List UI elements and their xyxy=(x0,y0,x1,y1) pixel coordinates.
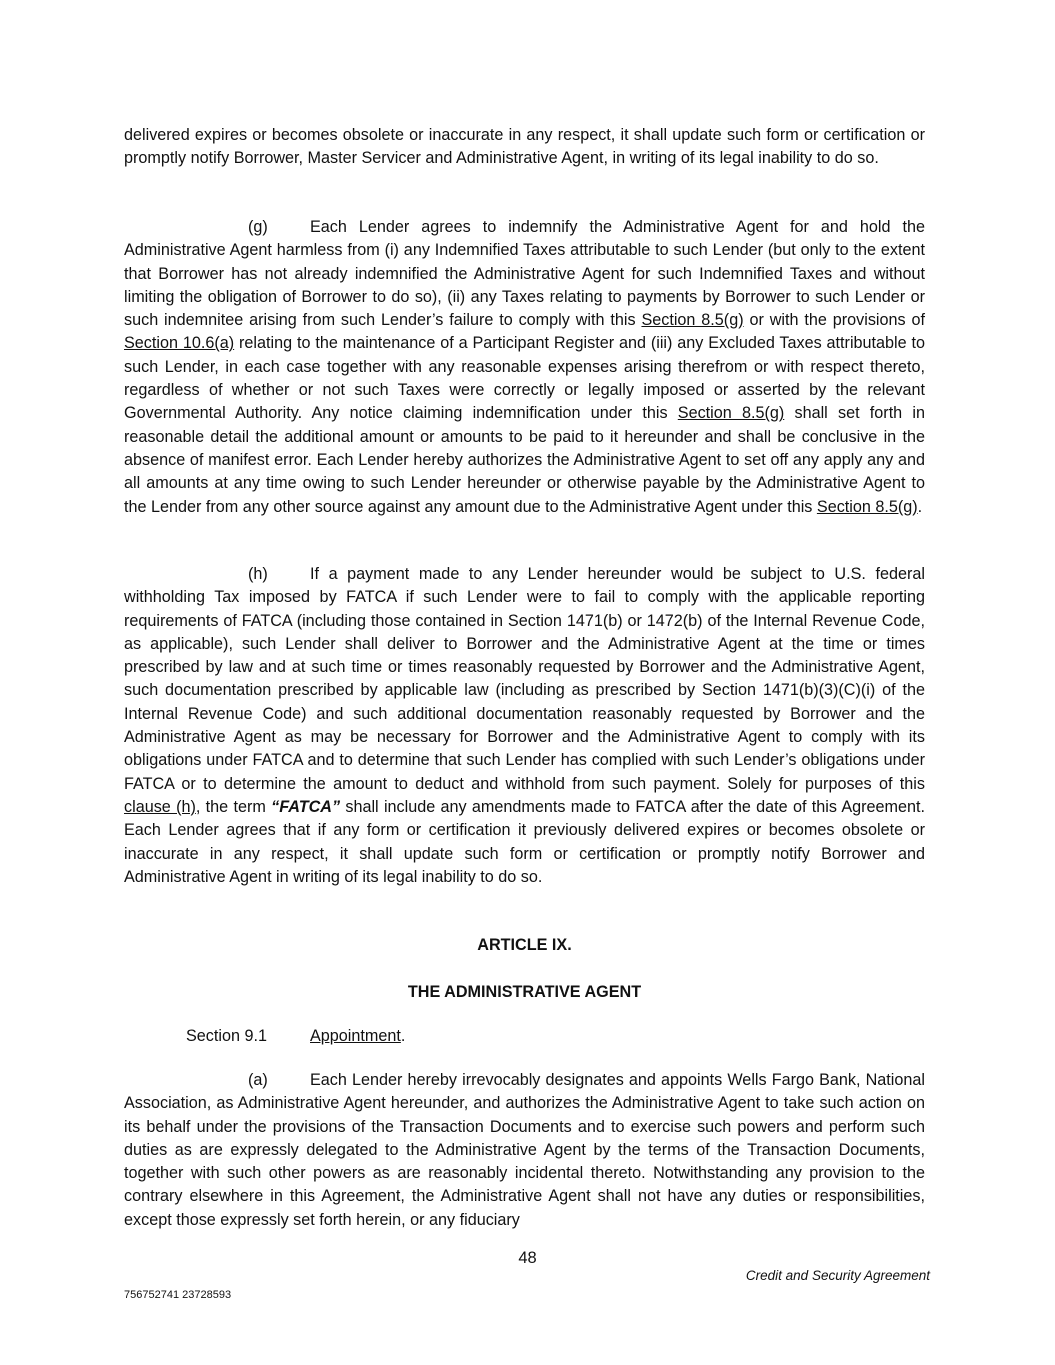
section-8-5-g-ref-1[interactable]: Section 8.5(g) xyxy=(641,311,744,330)
paragraph-g-text-4: shall set forth in reasonable detail the additional amount or amounts to be paid to it hereunder and shall be conclusive in the absence of manifest error. Each Lender hereby authorizes the Administrative Agent to set off any apply any and all amounts at any time owing to such Lender hereunder or otherwise payable by the Administrative Agent to the Lender from any other source against any amount due to the Administrative Agent under this xyxy=(124,404,925,516)
paragraph-g-label: (g) xyxy=(248,218,268,236)
paragraph-h xyxy=(124,563,925,889)
section-10-6-a-ref[interactable]: Section 10.6(a) xyxy=(124,334,235,353)
article-number: ARTICLE IX. xyxy=(477,936,572,954)
paragraph-g-text-1: Each Lender agrees to indemnify the Administrative Agent for and hold the Administrative Agent harmless from (i) any Indemnified Taxes attributable to such Lender (but only to the extent that Borrower has not already indemnified the Administrative Agent for such Indemnified Taxes and without limiting the obligation of Borrower to do so), (ii) any Taxes relating to payments by Borrower to such Lender or such indemnitee arising from such Lender’s failure to comply with this xyxy=(124,218,925,330)
section-8-5-g-ref-2[interactable]: Section 8.5(g) xyxy=(677,404,785,423)
section-title: Appointment xyxy=(310,1027,401,1045)
paragraph-g-text-2: or with the provisions of xyxy=(743,311,925,330)
paragraph-g xyxy=(124,216,925,519)
paragraph-h-text-2: , the term xyxy=(195,797,272,816)
footer-document-id: 756752741 23728593 xyxy=(124,1289,232,1301)
continuation-text: delivered expires or becomes obsolete or inaccurate in any respect, it shall update such form or certification or promptly notify Borrower, Master Servicer and Administrative Agent, in writing of its legal inability to do so. xyxy=(124,126,925,168)
article-title: THE ADMINISTRATIVE AGENT xyxy=(407,983,642,1001)
fatca-defined-term: “FATCA” xyxy=(271,797,341,816)
section-title-period: . xyxy=(400,1027,406,1045)
footer-document-title: Credit and Security Agreement xyxy=(745,1268,930,1283)
paragraph-a-label: (a) xyxy=(248,1071,268,1089)
continuation-paragraph xyxy=(124,124,925,171)
section-number: Section 9.1 xyxy=(186,1027,267,1045)
page-number: 48 xyxy=(518,1249,537,1267)
section-8-5-g-ref-3[interactable]: Section 8.5(g) xyxy=(816,497,918,516)
paragraph-h-label: (h) xyxy=(248,565,268,583)
paragraph-a xyxy=(124,1069,925,1232)
clause-h-ref[interactable]: clause (h) xyxy=(124,797,196,816)
paragraph-h-text-3: shall include any amendments made to FATCA after the date of this Agreement. Each Lender agrees that if any form or certification it previously delivered expires or becomes obsolete or inaccurate in any respect, it shall update such form or certification or promptly notify Borrower and Administrative Agent in writing of its legal inability to do so. xyxy=(124,797,926,886)
paragraph-h-text-1: If a payment made to any Lender hereunder would be subject to U.S. federal withholding Tax imposed by FATCA if such Lender were to fail to comply with the applicable reporting requirements of FATCA (including those contained in Section 1471(b) or 1472(b) of the Internal Revenue Code, as applicable), such Lender shall deliver to Borrower and the Administrative Agent at the time or times prescribed by law and at such time or times reasonably requested by Borrower and the Administrative Agent, such documentation prescribed by applicable law (including as prescribed by Section 1471(b)(3)(C)(i) of the Internal Revenue Code) and such additional documentation reasonably requested by Borrower and the Administrative Agent as may be necessary for Borrower and the Administrative Agent to comply with its obligations under FATCA and to determine that such Lender has complied with such Lender’s obligations under FATCA or to determine the amount to deduct and withhold from such payment. Solely for purposes of this xyxy=(124,565,925,793)
paragraph-g-text-5: . xyxy=(917,497,923,516)
paragraph-a-text: Each Lender hereby irrevocably designates and appoints Wells Fargo Bank, National Association, as Administrative Agent hereunder, and authorizes the Administrative Agent to take such action on its behalf under the provisions of the Transaction Documents and to exercise such powers and perform such duties as are expressly delegated to the Administrative Agent by the terms of the Transaction Documents, together with such other powers as are reasonably incidental thereto. Notwithstanding any provision to the contrary elsewhere in this Agreement, the Administrative Agent shall not have any duties or responsibilities, except those expressly set forth herein, or any fiduciary xyxy=(124,1071,925,1229)
section-9-1-heading xyxy=(186,1025,405,1048)
paragraph-g-text-3: relating to the maintenance of a Participant Register and (iii) any Excluded Taxes attributable to such Lender, in each case together with any reasonable expenses arising therefrom or with respect thereto, regardless of whether or not such Taxes were correctly or legally imposed or asserted by the relevant Governmental Authority. Any notice claiming indemnification under this xyxy=(124,334,926,423)
